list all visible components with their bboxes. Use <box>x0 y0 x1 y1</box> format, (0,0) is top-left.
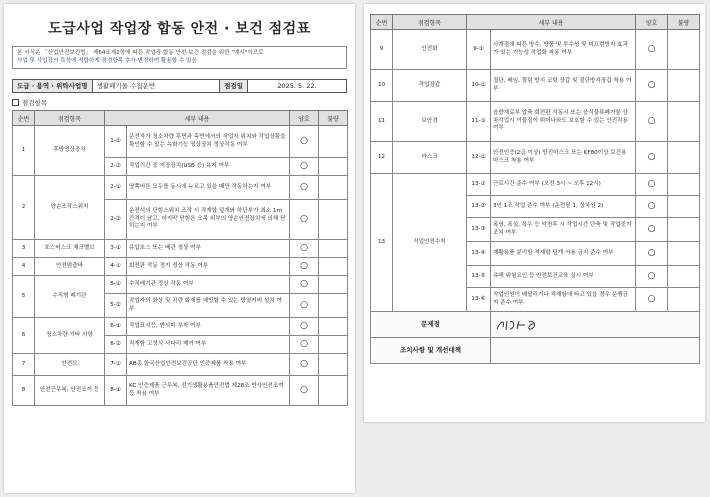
good-mark[interactable]: ○ <box>636 70 668 102</box>
bad-mark[interactable] <box>668 142 700 174</box>
detail-code: 7-① <box>105 354 127 376</box>
detail-code: 13-② <box>467 196 491 218</box>
bad-mark[interactable] <box>668 266 700 288</box>
bad-mark[interactable] <box>668 218 700 242</box>
good-mark[interactable]: ○ <box>290 318 319 336</box>
bad-mark[interactable] <box>319 176 348 200</box>
detail-code: 5-① <box>105 276 127 294</box>
good-mark[interactable]: ○ <box>636 30 668 70</box>
detail-code: 11-① <box>467 102 491 142</box>
table-row <box>13 240 348 258</box>
detail-text: 운전석의 단힘스위치 조작 시 작재함 덮개와 하단부가 최소 1m 간격이 남고, 마지막 닫힘은 오목 외부의 양손안전장치에 의해 닫히는지 여부 <box>127 200 290 240</box>
col-good: 양호 <box>290 111 319 126</box>
inspection-date: 2025. 5. 22. <box>277 82 317 90</box>
check-item: 후방영상장치 <box>35 126 105 176</box>
check-item: 작업안전수칙 <box>393 174 467 312</box>
col-item: 점검항목 <box>35 111 105 126</box>
bad-mark[interactable] <box>668 70 700 102</box>
check-item: 작업장갑 <box>393 70 467 102</box>
action-value <box>491 338 700 364</box>
check-item: 안전모 <box>35 354 105 376</box>
check-item: 보안경 <box>393 102 467 142</box>
good-mark[interactable]: ○ <box>290 126 319 158</box>
detail-text: 작업기간 중 저장장치(USB 등) 유지 여부 <box>127 158 290 176</box>
good-mark[interactable]: ○ <box>290 354 319 376</box>
detail-text: 근로시간 준수 여부 (오전 3시 ~ 오후 12시) <box>491 174 636 196</box>
check-item: 안전화 <box>393 30 467 70</box>
row-number: 4 <box>13 258 35 276</box>
handwritten-signature <box>493 317 553 333</box>
good-mark[interactable]: ○ <box>636 196 668 218</box>
detail-text: 운전자가 청소차량 후면과 측면에서의 작업자 위치와 작업상황을 확인할 수 있는 녹화기능 영상장치 정상작동 여부 <box>127 126 290 158</box>
check-item: 안전근무복, 안전조끼 등 <box>35 376 105 406</box>
col-bad: 불량 <box>319 111 348 126</box>
good-mark[interactable]: ○ <box>636 266 668 288</box>
checklist-table-1 <box>12 110 348 406</box>
row-number: 2 <box>13 176 35 240</box>
detail-code: 8-① <box>105 376 127 406</box>
table-row <box>371 70 700 102</box>
good-mark[interactable]: ○ <box>290 200 319 240</box>
detail-code: 2-② <box>105 158 127 176</box>
table-row <box>13 318 348 336</box>
bad-mark[interactable] <box>319 336 348 354</box>
table-header-row <box>371 15 700 30</box>
bad-mark[interactable] <box>668 196 700 218</box>
section-box-icon <box>12 99 19 106</box>
detail-text: 작업자의 화상 및 차량 화재를 예방할 수 있는 방열커버 설치 여부 <box>127 294 290 318</box>
col-no: 순번 <box>371 15 393 30</box>
detail-code: 13-④ <box>467 242 491 266</box>
bad-mark[interactable] <box>668 288 700 312</box>
good-mark[interactable]: ○ <box>290 276 319 294</box>
good-mark[interactable]: ○ <box>290 376 319 406</box>
row-number: 5 <box>13 276 35 318</box>
check-item: 양손조작스위치 <box>35 176 105 240</box>
detail-text: AB종 한국산업안전보건공단 인증제품 착용 여부 <box>127 354 290 376</box>
bad-mark[interactable] <box>319 126 348 158</box>
detail-text: 수직배기관 정상 작동 여부 <box>127 276 290 294</box>
detail-code: 10-① <box>467 70 491 102</box>
row-number: 12 <box>371 142 393 174</box>
row-number: 8 <box>13 376 35 406</box>
check-item: 마스크 <box>393 142 467 174</box>
bad-mark[interactable] <box>319 376 348 406</box>
bad-mark[interactable] <box>668 102 700 142</box>
good-mark[interactable]: ○ <box>636 242 668 266</box>
row-number: 9 <box>371 30 393 70</box>
issue-row <box>371 312 700 338</box>
check-item: 청소차량 기타 사항 <box>35 318 105 354</box>
action-row <box>371 338 700 364</box>
table-row <box>13 376 348 406</box>
detail-text: 유압호스 또는 배관 정상 여부 <box>127 240 290 258</box>
good-mark[interactable]: ○ <box>290 294 319 318</box>
action-label: 조치사항 및 개선대책 <box>371 338 491 364</box>
usage-note <box>12 46 347 69</box>
detail-text: 재활용품 분리함 적재함 덮개 서용 금지 준수 여부 <box>491 242 636 266</box>
bad-mark[interactable] <box>319 258 348 276</box>
bad-mark[interactable] <box>319 294 348 318</box>
detail-text: 유해 위험요인 등 안전보건교육 실시 여부 <box>491 266 636 288</box>
row-number: 11 <box>371 102 393 142</box>
issue-label: 문제점 <box>371 312 491 338</box>
row-number: 10 <box>371 70 393 102</box>
detail-code: 1-① <box>105 126 127 158</box>
row-number: 13 <box>371 174 393 312</box>
good-mark[interactable]: ○ <box>290 158 319 176</box>
col-detail: 세부 내용 <box>467 15 636 30</box>
detail-code: 13-⑥ <box>467 288 491 312</box>
detail-text: 3인 1조 작업 준수 여부 (운전원 1, 상차원 2) <box>491 196 636 218</box>
good-mark[interactable]: ○ <box>290 240 319 258</box>
table-row <box>13 176 348 200</box>
good-mark[interactable]: ○ <box>290 336 319 354</box>
detail-text: KC 인증제품 근무복, 전기생활용품안전법 제28조 반사안전조끼 등 착용 여부 <box>127 376 290 406</box>
bad-mark[interactable] <box>668 174 700 196</box>
usage-note-line-2: 사업 및 사업장의 특성에 적합하게 점검항목 추가·변경하여 활용할 수 있음 <box>17 57 197 64</box>
detail-text: 양쪽버튼 모두를 동시에 누르고 있을 때만 작동하는지 여부 <box>127 176 290 200</box>
business-name: 생활폐기물 수집운반 <box>93 80 221 92</box>
col-bad: 불량 <box>668 15 700 30</box>
bad-mark[interactable] <box>319 240 348 258</box>
detail-code: 9-① <box>467 30 491 70</box>
checklist-page-2 <box>364 4 705 422</box>
good-mark[interactable]: ○ <box>636 174 668 196</box>
good-mark[interactable]: ○ <box>636 142 668 174</box>
row-number: 7 <box>13 354 35 376</box>
detail-text: 적재함 고정식 사다리 제거 여부 <box>127 336 290 354</box>
detail-text: 음향재료부 압축 회전판 작동시 또는 음식물류폐기물 상차작업시 이물질이 튀어나와도 보호할 수 있는 안전작용여부 <box>491 102 636 142</box>
bad-mark[interactable] <box>319 354 348 376</box>
detail-text: 사계절에 따른 방수, 방품 및 투수성 및 미끄럼방지 효과가 있는 기능성 작업화 착용 여부 <box>491 30 636 70</box>
good-mark[interactable]: ○ <box>636 288 668 312</box>
detail-code: 12-① <box>467 142 491 174</box>
col-good: 양호 <box>636 15 668 30</box>
detail-code: 13-⑤ <box>467 266 491 288</box>
detail-code: 13-③ <box>467 218 491 242</box>
detail-code: 2-① <box>105 176 127 200</box>
good-mark[interactable]: ○ <box>290 176 319 200</box>
checklist-page-1 <box>4 4 355 493</box>
bad-mark[interactable] <box>668 242 700 266</box>
detail-code: 5-② <box>105 294 127 318</box>
detail-text: 안전인증(2급 이상) 방진마스크 또는 KF80이상 보건용 마스크 착용 여부 <box>491 142 636 174</box>
check-item: 호스버스크 체크밸브 <box>35 240 105 258</box>
business-info-bar <box>12 79 347 93</box>
row-number: 3 <box>13 240 35 258</box>
table-header-row <box>13 111 348 126</box>
detail-code: 6-② <box>105 336 127 354</box>
check-item: 수직형 배기관 <box>35 276 105 318</box>
table-row <box>13 126 348 158</box>
document-title: 도급사업 작업장 합동 안전 · 보건 점검표 <box>48 21 311 37</box>
bad-mark[interactable] <box>319 158 348 176</box>
col-no: 순번 <box>13 111 35 126</box>
good-mark[interactable]: ○ <box>636 218 668 242</box>
detail-text: 작업표시등, 반사띠 부착 여부 <box>127 318 290 336</box>
issue-value <box>491 312 700 338</box>
bad-mark[interactable] <box>319 318 348 336</box>
table-row <box>13 276 348 294</box>
date-label: 점검일 <box>220 80 248 92</box>
table-row <box>13 354 348 376</box>
detail-text: 작업인원이 배달리거나 적재함에 타고 있을 경우 운행금지 준수 여부 <box>491 288 636 312</box>
usage-note-line-1: 본 서식은 「산업안전보건법」 제64조제2항에 따른 작업장 합동 안전·보건 점검을 위한 "예시"이므로 <box>17 50 264 56</box>
table-row <box>371 30 700 70</box>
table-row <box>371 142 700 174</box>
bad-mark[interactable] <box>319 276 348 294</box>
good-mark[interactable]: ○ <box>290 258 319 276</box>
business-type-label: 도급 · 용역 · 위탁사업명 <box>13 80 93 92</box>
col-item: 점검항목 <box>393 15 467 30</box>
bad-mark[interactable] <box>319 200 348 240</box>
check-item: 안전멈춤바 <box>35 258 105 276</box>
detail-code: 4-① <box>105 258 127 276</box>
good-mark[interactable]: ○ <box>636 102 668 142</box>
detail-code: 3-① <box>105 240 127 258</box>
col-detail: 세부 내용 <box>105 111 290 126</box>
row-number: 1 <box>13 126 35 176</box>
detail-text: 회전판 작동 정지 정상 작동 여부 <box>127 258 290 276</box>
section-heading-text: 점검항목 <box>22 99 48 107</box>
table-row <box>13 258 348 276</box>
row-number: 6 <box>13 318 35 354</box>
detail-code: 13-① <box>467 174 491 196</box>
section-heading <box>12 98 347 107</box>
detail-text: 절단, 베임, 찔림 방지 코팅 장갑 및 절단방지장갑 착용 여부 <box>491 70 636 102</box>
checklist-table-2 <box>370 14 700 364</box>
table-row <box>371 174 700 196</box>
detail-text: 폭염, 폭설, 폭우 등 악천후 시 작업시간 단축 및 작업중지 조치 여부 <box>491 218 636 242</box>
detail-code: 2-② <box>105 200 127 240</box>
bad-mark[interactable] <box>668 30 700 70</box>
table-row <box>371 102 700 142</box>
detail-code: 6-① <box>105 318 127 336</box>
